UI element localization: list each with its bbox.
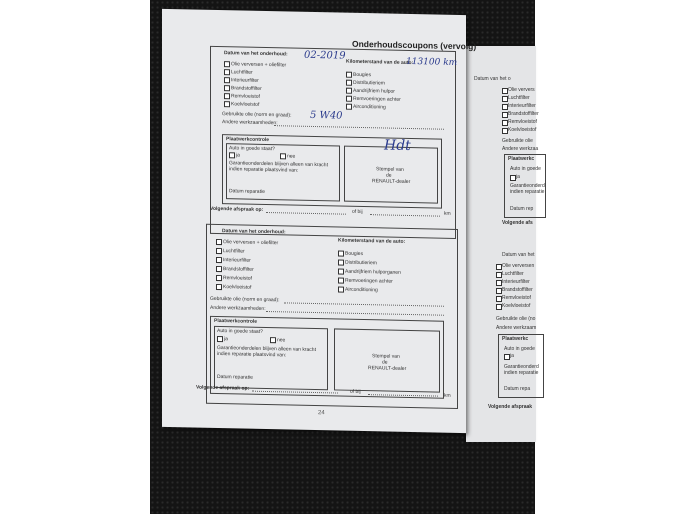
c2-item-l2: Interieurfilter <box>223 257 251 264</box>
rp-bot-14: Datum repa <box>504 386 531 392</box>
rp-top-9: Plaatwerkc <box>508 156 535 162</box>
c2-oil-label: Gebruikte olie (norm en graad): <box>210 295 280 304</box>
checkbox <box>338 260 344 266</box>
rp-bot-11: ja <box>510 353 514 359</box>
checkbox <box>280 153 286 159</box>
checkbox <box>224 69 230 75</box>
rp-top-10: Auto in goede <box>510 166 541 172</box>
rp-bot-10: Auto in goede <box>504 346 535 352</box>
c1-oil-value: 5 W40 <box>310 109 343 122</box>
page-title: Onderhoudscoupons (vervolg) <box>352 38 477 52</box>
checkbox <box>338 269 344 275</box>
checkbox <box>338 251 344 257</box>
checkbox <box>346 88 352 94</box>
rp-bot-1: Olie verversen <box>502 263 535 269</box>
checkbox <box>346 72 352 78</box>
checkbox <box>346 96 352 102</box>
rp-top-2: Luchtfilter <box>508 95 530 101</box>
rp-bot-0: Datum van het <box>502 252 535 258</box>
c1-oil-label: Gebruikte olie (norm en graad): <box>222 111 292 119</box>
checkbox <box>216 257 222 263</box>
c2-stamp-2: de <box>382 359 388 366</box>
rp-top-6: Koelvloeistof <box>508 127 537 133</box>
c1-of-bij: of bij <box>352 208 363 216</box>
c1-stamp-2: de <box>386 172 392 179</box>
rp-bot-2: Luchtfilter <box>502 271 524 277</box>
c1-volgende: Volgende afspraak op: <box>210 205 264 213</box>
rp-top-8: Andere werkzaa <box>502 146 539 152</box>
c1-date-label: Datum van het onderhoud: <box>224 50 288 58</box>
c1-stamp-3: RENAULT-dealer <box>372 178 411 186</box>
rp-top-12: Garantieonderd <box>510 183 545 189</box>
c1-item-r1: Distributieriem <box>353 79 385 87</box>
c2-garantie: Garantieonderdelen blijven alleen van kracht indien reparatie plaatsvind van: <box>217 344 316 358</box>
c1-date-value: 02-2019 <box>304 49 346 62</box>
c2-ja: ja <box>224 336 228 343</box>
c2-datum-rep: Datum reparatie <box>217 373 253 381</box>
c2-date-label: Datum van het onderhoud: <box>222 228 286 236</box>
rp-bot-3: Interieurfilter <box>502 279 530 285</box>
rp-bot-12: Garantieonderd <box>504 364 539 370</box>
rp-bot-6: Koelvloeistof <box>502 303 531 309</box>
checkbox <box>216 275 222 281</box>
c1-km: km <box>444 210 451 217</box>
rp-bot-5: Remvloeistof <box>502 295 531 301</box>
checkbox <box>338 278 344 284</box>
page-number: 24 <box>318 410 325 417</box>
rp-bot-8: Andere werkzaam <box>496 325 537 331</box>
c1-item-l0: Olie verversen + oliefilter <box>231 61 287 69</box>
c1-other-label: Andere werkzaamheden: <box>222 119 278 127</box>
c1-item-l1: Luchtfilter <box>231 69 253 76</box>
checkbox <box>224 93 230 99</box>
c2-km-label: Kilometerstand van de auto: <box>338 237 406 245</box>
c2-auto-label: Auto in goede staat? <box>217 327 263 335</box>
c2-volgende: Volgende afspraak op: <box>196 384 250 392</box>
c2-nee: nee <box>277 337 286 344</box>
c2-item-l1: Luchtfilter <box>223 248 245 255</box>
c2-plaat-title: Plaatwerkcontrole <box>214 317 258 325</box>
checkbox <box>270 337 276 343</box>
c1-item-l2: Interieurfilter <box>231 77 259 84</box>
c1-item-r4: Airconditioning <box>353 103 386 111</box>
c2-stamp-1: Stempel van <box>372 353 400 360</box>
c2-km: km <box>444 392 451 399</box>
c1-nee: nee <box>287 153 296 160</box>
rp-top-3: Interieurfilter <box>508 103 536 109</box>
c1-km-label: Kilometerstand van de auto: <box>346 58 414 67</box>
c1-item-l5: Koelvloeistof <box>231 101 260 108</box>
c2-other-label: Andere werkzaamheden: <box>210 304 266 312</box>
checkbox <box>224 77 230 83</box>
c1-km-value: 113100 km <box>406 56 458 69</box>
c2-item-r2: Aandrijfriem hulporganen <box>345 268 401 276</box>
c2-item-r0: Bougies <box>345 250 364 258</box>
checkbox <box>216 239 222 245</box>
c2-item-r1: Distributieriem <box>345 259 377 267</box>
left-page <box>162 9 477 433</box>
right-page <box>466 46 545 442</box>
c1-plaat-title: Plaatwerkcontrole <box>226 136 270 144</box>
rp-top-15: Volgende afs <box>502 220 533 226</box>
rp-bot-4: Brandstoffilter <box>502 287 533 293</box>
c1-auto-label: Auto in goede staat? <box>229 145 275 153</box>
rp-top-7: Gebruikte olie <box>502 138 533 144</box>
c1-item-r2: Aandrijfriem hulpor <box>353 87 395 95</box>
c2-item-l0: Olie verversen + oliefilter <box>223 239 279 247</box>
c1-signature: Hdt <box>384 137 411 155</box>
checkbox <box>217 336 223 342</box>
c1-item-r0: Bougies <box>353 71 372 79</box>
rp-top-13: indien reparatie <box>510 189 545 195</box>
c1-item-r3: Remvoeringen achter <box>353 95 401 103</box>
rp-top-4: Brandstoffilter <box>508 111 539 117</box>
rp-top-1: Olie ververs <box>508 87 535 93</box>
c2-item-l4: Remvloeistof <box>223 275 252 282</box>
rp-top-11: ja <box>516 174 520 180</box>
rp-top-14: Datum rep <box>510 206 534 212</box>
c1-ja: ja <box>236 152 240 159</box>
c1-garantie: Garantieonderdelen blijven alleen van kracht indien reparatie plaatsvind van: <box>229 160 328 174</box>
checkbox <box>229 152 235 158</box>
rp-bot-7: Gebruikte olie (no <box>496 316 536 322</box>
c1-item-l3: Brandstoffilter <box>231 85 262 92</box>
c2-item-r3: Remvoeringen achter <box>345 277 393 285</box>
checkbox <box>346 104 352 110</box>
c1-stamp-1: Stempel van <box>376 166 404 173</box>
c2-stamp-3: RENAULT-dealer <box>368 365 407 372</box>
rp-bot-9: Plaatwerkc <box>502 336 529 342</box>
c2-of-bij: of bij <box>350 388 361 395</box>
c1-datum-rep: Datum reparatie <box>229 188 265 195</box>
checkbox <box>338 287 344 293</box>
checkbox <box>216 248 222 254</box>
checkbox-checked <box>224 61 230 67</box>
rp-top-0: Datum van het o <box>474 76 511 82</box>
rp-bot-13: indien reparatie <box>504 370 539 376</box>
checkbox <box>224 101 230 107</box>
checkbox <box>216 266 222 272</box>
c2-item-l3: Brandstoffilter <box>223 266 254 273</box>
c2-item-l5: Koelvloeistof <box>223 284 252 291</box>
rp-bot-15: Volgende afspraak <box>488 404 533 410</box>
c2-item-r4: Airconditioning <box>345 286 378 294</box>
checkbox <box>224 85 230 91</box>
c1-item-l4: Remvloeistof <box>231 93 260 100</box>
checkbox <box>216 284 222 290</box>
rp-top-5: Remvloeistof <box>508 119 537 125</box>
checkbox <box>346 80 352 86</box>
